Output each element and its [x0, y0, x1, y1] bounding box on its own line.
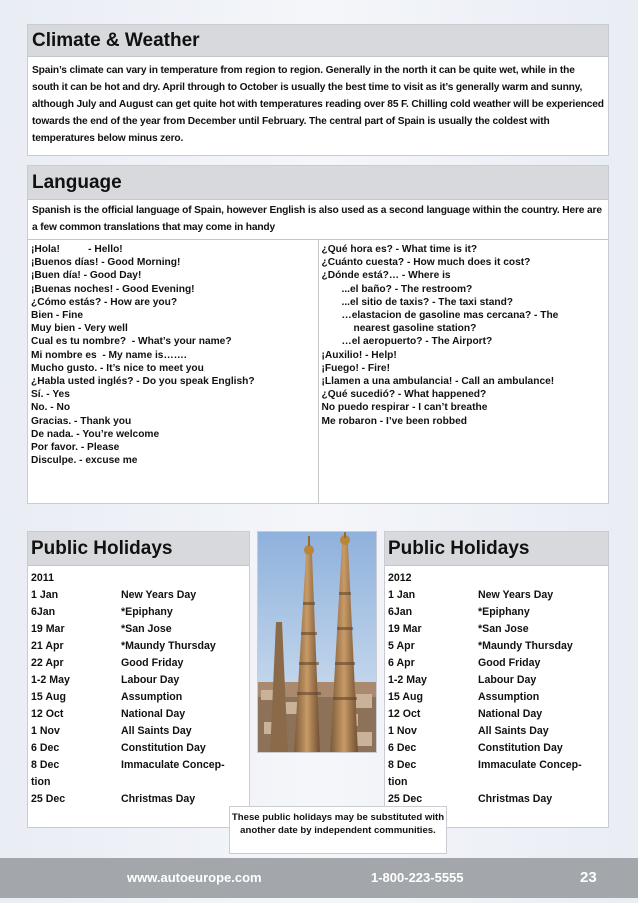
holiday-date: 1 Nov: [388, 725, 417, 737]
holiday-row: [388, 757, 605, 774]
holiday-row: [388, 689, 605, 706]
holiday-date: 21 Apr: [31, 640, 64, 652]
phrase-item: nearest gasoline station?: [353, 323, 477, 335]
holiday-name: All Saints Day: [121, 725, 192, 737]
holiday-row: [388, 774, 605, 791]
phrase-item: ¡Buenos días! - Good Morning!: [31, 257, 181, 269]
holiday-name: Good Friday: [478, 657, 541, 669]
holiday-name: *San Jose: [121, 623, 172, 635]
climate-text: Spain’s climate can vary in temperature from region to region. Generally in the north it can be quite wet, while in the south it can be hot and dry. April through to October is usually the best time to visit as it’s generally warm and sunny, although July and August can get quite hot with temperatures reading over 85 F. Chilling cold weather will be experienced towards the end of the year from December until February. The central part of Spain is usually the coldest with temperatures below minus zero.: [32, 65, 604, 144]
sagrada-familia-photo: [257, 531, 377, 753]
phrase-item: ¡Auxilio! - Help!: [321, 349, 397, 361]
climate-title: Climate & Weather: [28, 25, 608, 57]
holiday-name: Good Friday: [121, 657, 184, 669]
phrase-item: No puedo respirar - I can’t breathe: [321, 402, 488, 414]
phrase-item: ...el baño? - The restroom?: [341, 283, 473, 295]
phrase-item: Disculpe. - excuse me: [31, 455, 138, 467]
phrase-item: Mucho gusto. - It’s nice to meet you: [31, 362, 204, 374]
holiday-date: 1-2 May: [388, 674, 427, 686]
holiday-row: [388, 621, 605, 638]
holiday-row: [31, 672, 246, 689]
phrase-item: Bien - Fine: [31, 310, 84, 322]
holiday-row: [388, 723, 605, 740]
holidays-2012-title: Public Holidays: [385, 532, 608, 566]
holiday-date: 19 Mar: [31, 623, 65, 635]
holiday-date: 1 Jan: [31, 589, 59, 601]
holiday-row: [388, 655, 605, 672]
holiday-date: 15 Aug: [388, 691, 423, 703]
holiday-row: [388, 672, 605, 689]
holiday-name: *Maundy Thursday: [478, 640, 573, 652]
holiday-row: [31, 757, 246, 774]
holiday-name: National Day: [478, 708, 543, 720]
holiday-name: [478, 774, 605, 791]
phrase-item: ¿Qué sucedió? - What happened?: [321, 389, 487, 401]
phrase-item: ¡Buenas noches! - Good Evening!: [31, 283, 195, 295]
phrase-item: …elastacion de gasoline mas cercana? - The: [341, 310, 559, 322]
holidays-note: These public holidays may be substituted with another date by independent communities.: [229, 806, 447, 854]
holiday-name: Labour Day: [478, 674, 537, 686]
holiday-name: *Maundy Thursday: [121, 640, 216, 652]
holiday-date: 6 Dec: [388, 742, 417, 754]
holiday-date: 12 Oct: [388, 708, 421, 720]
phrase-item: ¿Dónde está?… - Where is: [321, 270, 451, 282]
phrase-item: ¡Fuego! - Fire!: [321, 362, 390, 374]
holiday-name: Immaculate Concep-: [121, 759, 225, 771]
phrase-item: ¿Habla usted inglés? - Do you speak English?: [31, 376, 255, 388]
holiday-name: Christmas Day: [121, 793, 196, 805]
phrase-item: ¡Llamen a una ambulancia! - Call an ambulance!: [321, 376, 555, 388]
holidays-2011-year: 2011: [31, 572, 54, 584]
phrase-columns: [28, 240, 608, 503]
phrase-item: De nada. - You’re welcome: [31, 428, 160, 440]
phrase-item: Me robaron - I’ve been robbed: [321, 415, 467, 427]
holiday-row: [388, 706, 605, 723]
language-title: Language: [28, 166, 608, 200]
holiday-row: [31, 689, 246, 706]
page-footer: [0, 858, 638, 898]
phrase-item: ¡Buen día! - Good Day!: [31, 270, 142, 282]
holiday-name: All Saints Day: [478, 725, 549, 737]
phrase-item: No. - No: [31, 402, 71, 414]
holiday-name: New Years Day: [121, 589, 197, 601]
holiday-date: 19 Mar: [388, 623, 422, 635]
holiday-row: [31, 621, 246, 638]
holiday-date: 8 Dec: [31, 759, 60, 771]
holiday-date: 6Jan: [388, 606, 413, 618]
holiday-row: [31, 638, 246, 655]
phrase-item: Cual es tu nombre? - What’s your name?: [31, 336, 232, 348]
holiday-name: *Epiphany: [478, 606, 530, 618]
holiday-date: 22 Apr: [31, 657, 64, 669]
phrase-item: ¿Qué hora es? - What time is it?: [321, 244, 478, 255]
holiday-name: Constitution Day: [478, 742, 563, 754]
holiday-row: [31, 604, 246, 621]
holiday-date: 1 Nov: [31, 725, 60, 737]
holiday-date: tion: [388, 776, 408, 788]
holiday-date: tion: [31, 776, 51, 788]
phrase-item: Por favor. - Please: [31, 442, 120, 454]
holiday-row: [31, 774, 246, 791]
holidays-2012-year: 2012: [388, 572, 412, 584]
holiday-name: Assumption: [121, 691, 183, 703]
holiday-date: 12 Oct: [31, 708, 64, 720]
phrase-item: ¡Hola! - Hello!: [31, 244, 123, 255]
language-intro: Spanish is the official language of Spain, however English is also used as a second language within the country. Here are a few common translations that may come in handy: [28, 200, 608, 240]
phrase-item: ¿Cómo estás? - How are you?: [31, 296, 178, 308]
holiday-row: [31, 655, 246, 672]
holiday-date: 25 Dec: [31, 793, 66, 805]
holiday-date: 1 Jan: [388, 589, 416, 601]
climate-section: [27, 24, 609, 156]
holiday-name: Assumption: [478, 691, 540, 703]
holiday-name: Labour Day: [121, 674, 180, 686]
holiday-date: 6 Apr: [388, 657, 415, 669]
holiday-row: [31, 791, 246, 808]
holidays-2011-title: Public Holidays: [28, 532, 249, 566]
holiday-name: [121, 774, 246, 791]
holiday-date: 6Jan: [31, 606, 56, 618]
holiday-row: [388, 638, 605, 655]
language-section: [27, 165, 609, 504]
holiday-date: 25 Dec: [388, 793, 423, 805]
holiday-name: Constitution Day: [121, 742, 206, 754]
holiday-row: [388, 740, 605, 757]
phrase-item: Muy bien - Very well: [31, 323, 128, 335]
holiday-name: New Years Day: [478, 589, 554, 601]
phrase-item: …el aeropuerto? - The Airport?: [341, 336, 493, 348]
holidays-2012-section: [384, 531, 609, 828]
holiday-row: [388, 604, 605, 621]
holiday-name: Immaculate Concep-: [478, 759, 582, 771]
holidays-2012-list: [385, 566, 608, 812]
holiday-date: 15 Aug: [31, 691, 66, 703]
holiday-date: 6 Dec: [31, 742, 60, 754]
holiday-row: [31, 706, 246, 723]
page-number: 23: [580, 869, 597, 886]
holiday-row: [31, 723, 246, 740]
holiday-row: [31, 587, 246, 604]
phrase-item: Sí. - Yes: [31, 389, 70, 401]
holiday-name: *Epiphany: [121, 606, 173, 618]
holiday-name: Christmas Day: [478, 793, 553, 805]
footer-website-link[interactable]: www.autoeurope.com: [127, 870, 262, 885]
holidays-2011-list: [28, 566, 249, 812]
footer-phone-number: 1-800-223-5555: [371, 870, 464, 885]
holiday-row: [31, 740, 246, 757]
phrase-column-right: [319, 240, 609, 503]
holiday-name: *San Jose: [478, 623, 529, 635]
holiday-name: National Day: [121, 708, 186, 720]
holiday-date: 1-2 May: [31, 674, 70, 686]
phrase-column-left: [28, 240, 319, 503]
holiday-date: 5 Apr: [388, 640, 415, 652]
holidays-2011-section: [27, 531, 250, 828]
phrase-item: Mi nombre es - My name is…….: [31, 349, 187, 361]
holiday-row: [388, 587, 605, 604]
phrase-item: ¿Cuánto cuesta? - How much does it cost?: [321, 257, 531, 269]
phrase-item: ...el sitio de taxis? - The taxi stand?: [341, 296, 514, 308]
spires-illustration: [258, 532, 377, 753]
holiday-date: 8 Dec: [388, 759, 417, 771]
phrase-item: Gracias. - Thank you: [31, 415, 132, 427]
